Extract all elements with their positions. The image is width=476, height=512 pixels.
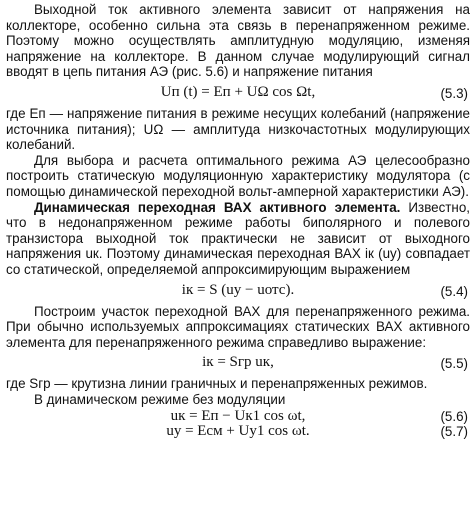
equation-5-6 [6,409,470,424]
paragraph-choice: Для выбора и расчета оптимального режима АЭ целесообразно построить статическую модуляционную характеристику модулятора (с помощью динамической переходной вольт-амперной характеристики АЭ). [6,152,470,199]
equation-number: (5.5) [440,356,468,372]
equation-formula: uк = Eп − Uк1 cos ωt, [170,408,306,425]
paragraph-vax-text: Известно, что в недонапряженном режиме работы биполярного и полевого транзистора выходной ток практически не зависит от выходного напряжения uк. Поэтому динамическая переходная ВАХ iк (uу) совпадает со статической, определяемой аппроксимирующим выражением [6,199,470,277]
equation-number: (5.6) [440,409,468,425]
equation-formula: uу = Eсм + Uу1 cos ωt. [166,423,310,440]
equation-5-4 [6,280,470,302]
equation-number: (5.3) [440,85,468,101]
equation-number: (5.4) [440,283,468,299]
paragraph-definitions: где Eп — напряжение питания в режиме несущих колебаний (напряжение источника питания); UΩ — амплитуда низкочастотных модулирующих колебаний. [6,105,470,153]
paragraph-overvoltage: Построим участок переходной ВАХ для перенапряженного режима. При обычно используемых аппроксимациях статических ВАХ активного элемента для перенапряженного режима справедливо выражение: [6,303,470,350]
equation-5-3 [6,82,470,104]
equation-number: (5.7) [440,424,468,440]
paragraph-intro: Выходной ток активного элемента зависит от напряжения на коллекторе, особенно сильна эта связь в перенапряженном режиме. Поэтому можно осуществлять амплитудную модуляцию, изменяя напряжение на коллекторе. В данном случае модулирующий сигнал вводят в цепь питания АЭ (рис. 5.6) и напряжение питания [6,2,470,80]
paragraph-dynamic: В динамическом режиме без модуляции [34,391,286,407]
equation-formula: Uп (t) = Eп + UΩ cos Ωt, [160,83,316,100]
equation-formula: iк = Sгр uк, [202,354,274,371]
equation-5-5 [6,352,470,374]
equation-5-7 [6,424,470,439]
paragraph-vax [6,200,470,278]
equation-formula: iк = S (uу − uотс). [181,281,295,298]
paragraph-sgr-definition: где Sгр — крутизна линии граничных и перенапряженных режимов. [6,376,428,392]
section-heading: Динамическая переходная ВАХ активного элемента. [34,199,401,215]
